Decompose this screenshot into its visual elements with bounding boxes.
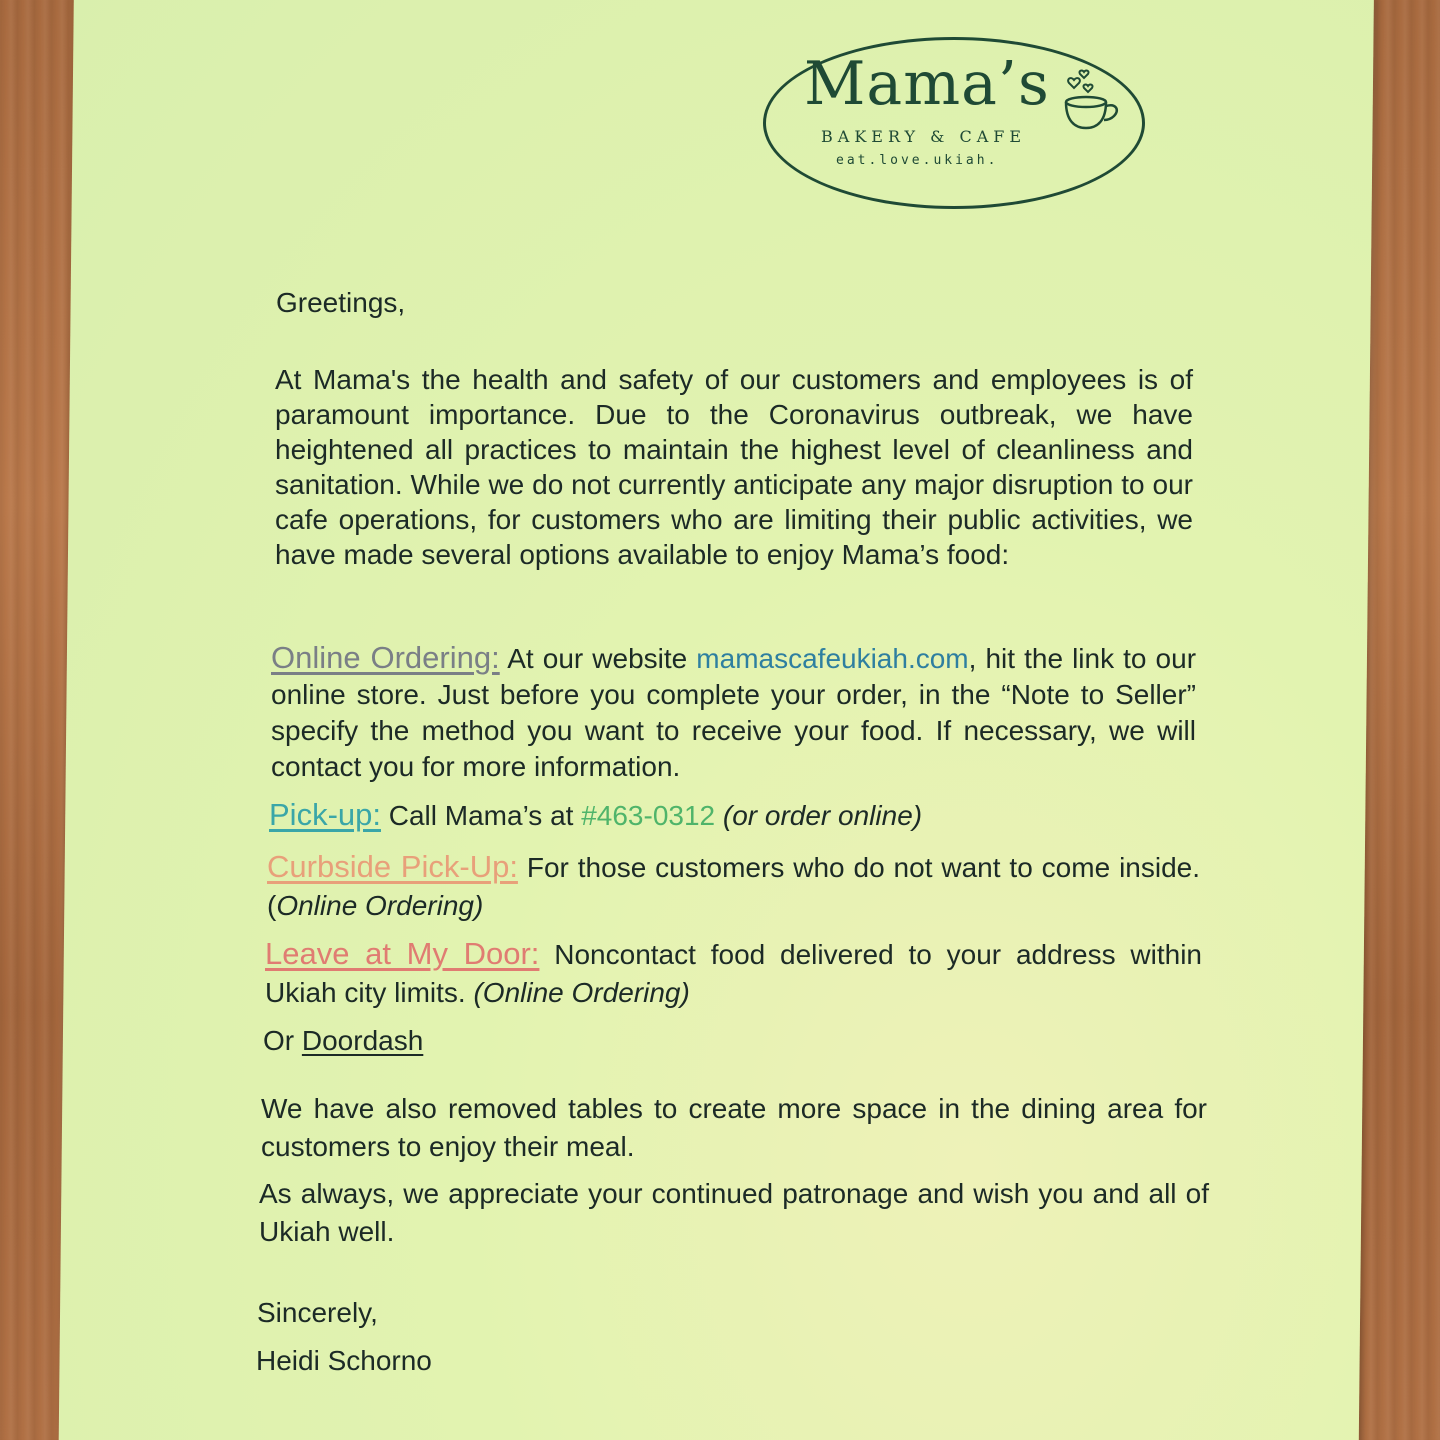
leave-at-door-text: Noncontact food delivered to your address within Ukiah city limits.	[265, 939, 1202, 1008]
leave-at-door-note: (Online Ordering)	[473, 977, 690, 1008]
curbside-note: Online Ordering)	[276, 890, 484, 921]
logo-name: Mama’s	[804, 49, 1050, 119]
doordash-link[interactable]: Doordash	[301, 1025, 424, 1056]
pickup-heading: Pick-up:	[269, 797, 381, 832]
greeting: Greetings,	[276, 287, 406, 318]
online-text-before: At our website	[507, 643, 688, 674]
logo-tagline: eat.love.ukiah.	[836, 153, 999, 168]
curbside-text: For those customers who do not want to come inside. (	[267, 852, 1201, 921]
website-link[interactable]: mamascafeukiah.com	[696, 643, 969, 674]
curbside-heading: Curbside Pick-Up:	[267, 849, 518, 884]
phone-number: #463-0312	[581, 800, 716, 831]
online-ordering-heading: Online Ordering:	[271, 640, 500, 675]
tables-paragraph: We have also removed tables to create more space in the dining area for customers to enjoy their meal.	[261, 1093, 1207, 1162]
online-text-after: , hit the link to our online store. Just before you complete your order, in the “Note to Seller” specify the method you want to receive your food. If necessary, we will contact you for more information.	[271, 643, 1197, 782]
pickup-text: Call Mama’s at	[388, 800, 574, 831]
online-ordering-paragraph	[271, 640, 1196, 785]
coffee-cup-hearts-icon	[1062, 68, 1124, 132]
intro-paragraph: At Mama's the health and safety of our customers and employees is of paramount importance. Due to the Coronavirus outbreak, we have heightened all practices to maintain the highest level of cleanliness and sanitation. While we do not currently anticipate any major disruption to our cafe operations, for customers who are limiting their public activities, we have made several options available to enjoy Mama’s food:	[275, 364, 1193, 570]
leave-at-door-paragraph	[265, 935, 1202, 1012]
leave-at-door-heading: Leave at My Door:	[265, 936, 540, 971]
pickup-note: (or order online)	[722, 800, 923, 831]
logo-subtitle: BAKERY & CAFE	[821, 127, 1027, 146]
pickup-paragraph	[269, 797, 1199, 833]
curbside-paragraph	[267, 848, 1200, 925]
cafe-logo	[763, 37, 1145, 209]
closing-paragraph: As always, we appreciate your continued patronage and wish you and all of Ukiah well.	[259, 1178, 1209, 1247]
signoff: Sincerely,	[257, 1297, 378, 1328]
signature-name: Heidi Schorno	[256, 1345, 432, 1376]
doordash-line	[263, 1023, 863, 1058]
doordash-prefix: Or	[263, 1025, 295, 1056]
